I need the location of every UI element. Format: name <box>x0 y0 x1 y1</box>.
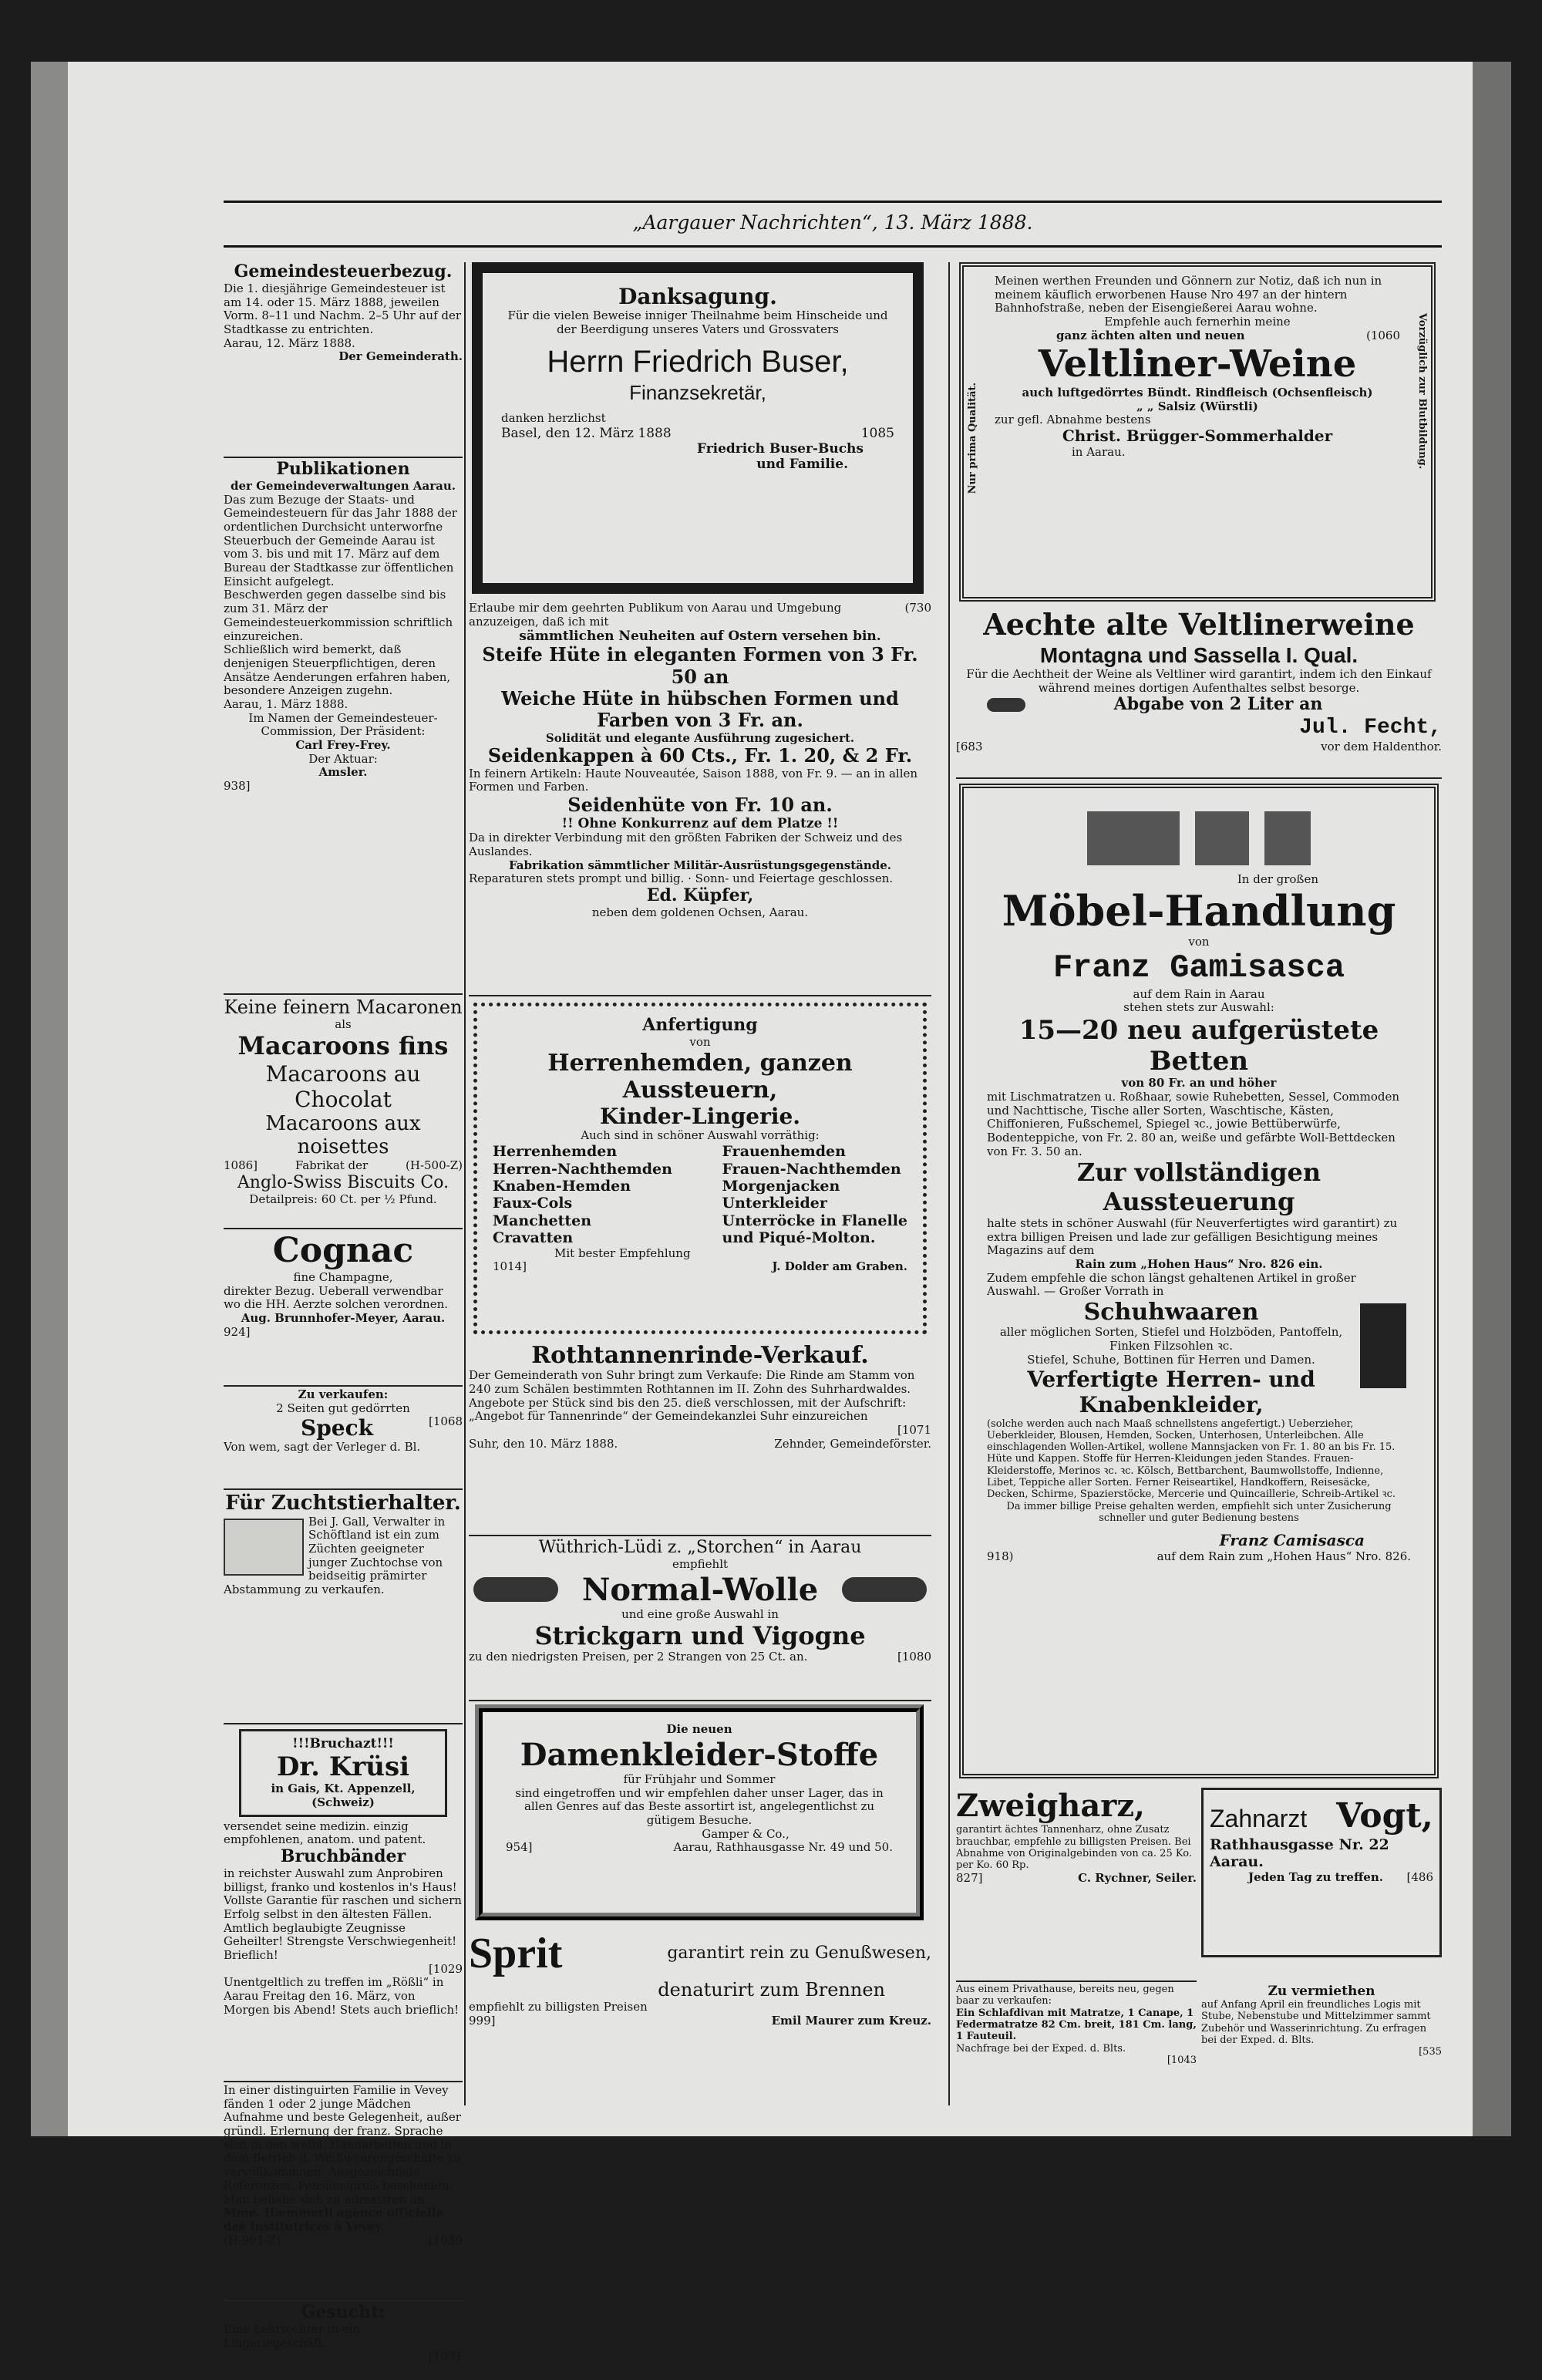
ad-body: Das zum Bezuge der Staats- und Gemeindesteuern für das Jahr 1888 der ordentlichen Durchsicht unterworfne Steuerbuch der Gemeinde Aarau ist vom 3. bis und mit 17. März auf dem Bureau der Stadtkasse zur öffentlichen Einsicht aufgelegt. <box>224 492 457 588</box>
ad-line: Macaroons aux noisettes <box>265 1111 421 1159</box>
ad-line: Da in direkter Verbindung mit den größten Fabriken der Schweiz und des Auslandes. <box>469 831 903 859</box>
ad-number: 918) <box>987 1549 1014 1564</box>
ad-title: Zweigharz, <box>956 1788 1145 1824</box>
ad-body: Nachfrage bei der Exped. d. Blts. <box>956 2042 1126 2055</box>
ad-signature: C. Rychner, Seiler. <box>1078 1870 1197 1885</box>
ad-line: Zur vollständigen Aussteuerung <box>1076 1158 1321 1217</box>
list-item: Knaben-Hemden <box>493 1177 631 1195</box>
ad-line: Kinder-Lingerie. <box>599 1104 801 1130</box>
ad-line: !! Ohne Konkurrenz auf dem Platze !! <box>561 816 839 832</box>
ad-line: in Gais, Kt. Appenzell, (Schweiz) <box>271 1782 416 1809</box>
ad-name: Franz Gamisasca <box>1052 949 1345 987</box>
ad-line: empfiehlt <box>672 1556 729 1571</box>
ad-number: [1029 <box>428 1961 463 1976</box>
ad-title: Rothtannenrinde-Verkauf. <box>531 1342 869 1369</box>
ad-body: sind eingetroffen und wir empfehlen daher unser Lager, das in allen Genres auf das Beste assortirt ist, angelegentlichst zu gütigem Besuche. <box>515 1785 884 1827</box>
side-text-right: Vorzüglich zur Blutbildung. <box>1416 313 1428 470</box>
ad-date: Suhr, den 10. März 1888. <box>469 1436 618 1451</box>
ad-name: Herrn Friedrich Buser, <box>547 345 849 379</box>
pointing-hand-right-icon <box>473 1577 558 1602</box>
ad-number: [1071 <box>897 1423 931 1438</box>
ad-sign-line: Der Aktuar: <box>308 751 378 766</box>
ad-body: Unentgeltlich zu treffen im „Rößli“ in Aarau Freitag den 16. März, von Morgen bis Abend! Stets auch brieflich! <box>224 1975 460 2017</box>
ad-line: Stiefel, Schuhe, Bottinen für Herren und Damen. <box>1027 1352 1315 1367</box>
column-rule-2 <box>948 262 950 2105</box>
column-rule-1 <box>464 262 466 2105</box>
ad-address: auf dem Rain zum „Hohen Haus“ Nro. 826. <box>1156 1549 1411 1564</box>
ad-line: Macaroons au Chocolat <box>265 1060 421 1112</box>
ad-privathaus <box>956 1984 1197 2169</box>
ad-speck <box>224 1388 463 1490</box>
ad-title: Gemeindesteuerbezug. <box>234 262 453 281</box>
ad-line: Dr. Krüsi <box>276 1751 410 1783</box>
ad-line: Schuhwaaren <box>1083 1298 1259 1326</box>
ad-line: Macaroons fins <box>237 1031 449 1060</box>
ad-signature: Der Gemeinderath. <box>338 349 463 364</box>
list-item: Unterkleider <box>722 1195 827 1212</box>
ad-number: [1031 <box>428 2349 463 2364</box>
list-item: Frauen-Nachthemden <box>722 1160 901 1178</box>
ad-vogt <box>1201 1788 1442 1957</box>
ad-sign-line: Carl Frey-Frey. <box>295 738 391 753</box>
ad-body: In einer distinguirten Familie in Vevey fänden 1 oder 2 junge Mädchen Aufnahme und beste Gelegenheit, außer gründl. Erlernung der franz. Sprache sich in den weibl. Handarbeiten und in dem Betrieb d. Weißwaarengeschäfte zu vervollkommnen. Ausgezeichnete Referenzen. Pensionspreis bescheiden. Man beliebe sich zu adressiren an <box>224 2084 462 2206</box>
list-item: und Piqué-Molton. <box>722 1229 876 1247</box>
ad-line: Solidität und elegante Ausführung zugesichert. <box>545 730 855 745</box>
ad-publikationen <box>224 460 463 995</box>
ad-signature: Gamper & Co., <box>702 1826 790 1841</box>
ad-line: Anglo-Swiss Biscuits Co. <box>237 1172 449 1192</box>
ad-line: !!!Bruchazt!!! <box>292 1736 394 1751</box>
paper-edge-left <box>31 62 68 2136</box>
ad-signature: Christ. Brügger-Sommerhalder <box>1062 426 1333 446</box>
list-item: Herrenhemden <box>493 1143 618 1161</box>
ad-body: Beschwerden gegen dasselbe sind bis zum 31. März der Gemeindesteuerkommission schriftlich einzureichen. <box>224 588 453 643</box>
ad-body: in reichster Auswahl zum Anprobiren billigst, franko und kostenlos in's Haus! Vollste Garantie für raschen und sichern Erfolg selbst in den ältesten Fällen. Amtlich beglaubigte Zeugnisse Geheilter! Strengste Verschwiegenheit! Brieflich! <box>224 1866 462 1962</box>
ad-body: Die 1. diesjährige Gemeindesteuer ist am 14. oder 15. März 1888, jeweilen Vorm. 8–11 und Nachm. 2–5 Uhr auf der Stadtkasse zu entrichten. <box>224 281 462 337</box>
ad-line: In feinern Artikeln: Haute Nouveautée, Saison 1888, von Fr. 9. — an in allen Formen und Farben. <box>469 766 918 794</box>
list-item: Frauenhemden <box>722 1143 846 1161</box>
newspaper-page <box>224 201 1442 2364</box>
ad-line: Seidenhüte von Fr. 10 an. <box>567 794 833 817</box>
ad-kuepfer <box>469 602 931 996</box>
ad-line: ganz ächten alten und neuen <box>1056 328 1245 342</box>
page-header: „Aargauer Nachrichten“, 13. März 1888. <box>632 211 1033 234</box>
ad-line: Mit bester Empfehlung <box>554 1246 691 1260</box>
ad-number: 938] <box>224 779 251 794</box>
ad-subtitle: der Gemeindeverwaltungen Aarau. <box>230 478 456 493</box>
ad-gemeindesteuer <box>224 262 463 458</box>
ad-cognac <box>224 1231 463 1387</box>
ad-number: [1080 <box>897 1650 931 1664</box>
side-text-left: Nur prima Qualität. <box>967 383 978 494</box>
ad-body: Eine Lehrtochter in ein Lingeriegeschäft. <box>224 2321 361 2350</box>
header-rule-bottom <box>224 245 1442 248</box>
ad-line: garantirt rein zu Genußwesen, <box>667 1943 931 1964</box>
ad-title: Danksagung. <box>618 284 777 309</box>
ad-date: Basel, den 12. März 1888 <box>501 425 672 441</box>
ad-line: auf dem Rain in Aarau <box>1133 986 1265 1001</box>
ad-danksagung <box>472 262 924 594</box>
ad-line: Keine feinern Macaronen <box>224 996 463 1018</box>
ad-line: Speck <box>301 1415 374 1441</box>
ad-number: (730 <box>904 602 931 615</box>
ad-signature: Jul. Fecht, <box>1299 716 1442 740</box>
ad-title: Aechte alte Veltlinerweine <box>983 608 1415 642</box>
ad-line: Abgabe von 2 Liter an <box>1113 694 1323 715</box>
ad-number: 999] <box>469 2014 496 2028</box>
ad-line: zu den niedrigsten Preisen, per 2 Strangen von 25 Ct. an. <box>469 1650 808 1664</box>
ad-number: (1060 <box>1365 328 1400 342</box>
ad-address: neben dem goldenen Ochsen, Aarau. <box>591 905 809 920</box>
ad-line: Herrenhemden, ganzen Aussteuern, <box>547 1049 853 1104</box>
ad-zweigharz <box>956 1788 1197 1982</box>
ad-line: Aug. Brunnhofer-Meyer, Aarau. <box>241 1310 446 1325</box>
ad-body: (solche werden auch nach Maaß schnellstens angefertigt.) Ueberzieher, Ueberkleider, Blousen, Hemden, Socken, Unterhosen, Unterleibchen. Alle einschlagenden Wollen-Artikel, wollene Mannsjacken von Fr. 1. 80 an bis Fr. 15. Hüte und Kappen. Stoffe für Herren-Kleidungen jeden Standes. Frauen-Kleiderstoffe, Merinos ꝛc. ꝛc. Kölsch, Bettbarchent, Baumwollstoffe, Indienne, Libet, Teppiche aller Sorten. Ferner Reiseartikel, Handkoffern, Reisesäcke, Decken, Schirme, Spazierstöcke, Mercerie und Quincaillerie, Schreib-Artikel ꝛc. <box>987 1418 1396 1501</box>
ad-title: Damenkleider-Stoffe <box>520 1736 879 1773</box>
ad-line: Von wem, sagt der Verleger d. Bl. <box>224 1440 421 1455</box>
ad-body: Meinen werthen Freunden und Gönnern zur Notiz, daß ich nun in meinem käuflich erworbenen Hause Nro 497 an der hintern Bahnhofstraße, neben der Eisengießerei Aarau wohne. <box>995 274 1382 315</box>
ad-line: Anfertigung <box>642 1015 758 1035</box>
ad-line: auch luftgedörrtes Bündt. Rindfleisch (Ochsenfleisch) <box>1022 386 1373 400</box>
ad-line: 2 Seiten gut gedörrten <box>276 1401 410 1415</box>
ad-line: Bruchbänder <box>280 1846 406 1866</box>
ad-rinde <box>469 1342 931 1536</box>
ad-number: 924] <box>224 1324 251 1339</box>
ad-signature: Ed. Küpfer, <box>646 885 754 906</box>
ad-zuchtstier <box>224 1492 463 1724</box>
ad-line: Weiche Hüte in hübschen Formen und Farben von 3 Fr. an. <box>501 687 899 732</box>
ad-body: halte stets in schöner Auswahl (für Neuverfertigtes wird garantirt) zu extra billigen Preisen und lade zur gefälligen Besichtigung meines Magazins auf dem <box>987 1215 1398 1258</box>
ad-line: Zahnarzt <box>1210 1805 1308 1832</box>
ad-title: Möbel-Handlung <box>1002 885 1396 935</box>
ad-number: [535 <box>1419 2046 1442 2058</box>
ad-name: Vogt, <box>1336 1796 1433 1836</box>
ad-line: Auch sind in schöner Auswahl vorräthig: <box>581 1128 820 1143</box>
ad-line: Seidenkappen à 60 Cts., Fr. 1. 20, & 2 Fr. <box>487 744 913 767</box>
ad-sign-line: Im Namen der Gemeindesteuer-Commission, Der Präsident: <box>248 710 438 739</box>
ad-title: Zu vermiethen <box>1268 1984 1375 1999</box>
ad-line: von <box>1188 935 1210 949</box>
ad-line: Strickgarn und Vigogne <box>534 1620 866 1650</box>
ad-title: Gesucht: <box>301 2303 386 2322</box>
dolder-list-right <box>722 1143 907 1246</box>
ad-body: mit Lischmatratzen u. Roßhaar, sowie Ruhebetten, Sessel, Commoden und Nachttische, Tische aller Sorten, Waschtische, Kästen, Chiffonieren, Fußschemel, Spiegel ꝛc., jowie Bettüberwürfe, Bodenteppiche, von Fr. 2. 80 an, weiße und gefärbte Woll-Bettdecken von Fr. 3. 50 an. <box>987 1089 1400 1158</box>
ad-line: Rain zum „Hohen Haus“ Nro. 826 ein. <box>1075 1256 1323 1271</box>
ad-title: Veltliner-Weine <box>1038 342 1357 386</box>
ad-number: 954] <box>506 1840 533 1855</box>
ad-number: [1039 <box>428 2233 463 2247</box>
ad-signature: Franz Camisasca <box>1219 1531 1365 1550</box>
ad-line: Fabrikat der <box>295 1158 369 1173</box>
ad-address: vor dem Haldenthor. <box>1321 740 1442 754</box>
ad-date: Aarau, 1. März 1888. <box>224 696 348 711</box>
ad-line: Detailpreis: 60 Ct. per ½ Pfund. <box>249 1192 437 1206</box>
ad-line: stehen stets zur Auswahl: <box>1123 1000 1274 1015</box>
ad-address: Aarau, Rathhausgasse Nr. 49 und 50. <box>673 1840 893 1855</box>
list-item: Faux-Cols <box>493 1195 573 1212</box>
ad-dolder <box>473 1003 927 1334</box>
ad-line: fine Champagne, <box>293 1269 393 1284</box>
ad-number: [1068 <box>428 1414 463 1429</box>
ad-body: Bei J. Gall, Verwalter in Schöftland ist ein zum Züchten geeigneter junger Zuchtochse von beidseitig prämirter Abstammung zu verkaufen. <box>224 1514 446 1597</box>
ad-veltliner-bruegger <box>959 262 1436 602</box>
ad-fecht <box>956 608 1442 779</box>
ad-line: Steife Hüte in eleganten Formen von 3 Fr. 50 an <box>482 643 918 688</box>
ad-line: empfiehlt zu billigsten Preisen <box>469 2000 648 2014</box>
ad-address: Mme. Hæmmerli agence officielle des Institutrices à Vevey. <box>224 2206 443 2233</box>
header-rule-top <box>224 201 1442 203</box>
ad-line: Normal-Wolle <box>581 1571 819 1608</box>
ad-number: 1086] <box>224 1158 258 1173</box>
ad-line: aller möglichen Sorten, Stiefel und Holzböden, Pantoffeln, Finken Filzsohlen ꝛc. <box>999 1325 1343 1353</box>
ad-role: Finanzsekretär, <box>629 380 766 404</box>
ad-line: versendet seine medizin. einzig empfohlenen, anatom. und patent. <box>224 1819 426 1847</box>
ad-kruesi <box>224 1726 463 2082</box>
ad-number: [486 <box>1406 1869 1433 1884</box>
ad-line: Fabrikation sämmtlicher Militär-Ausrüstungsgegenstände. <box>508 858 892 872</box>
ad-body: Erlaube mir dem geehrten Publikum von Aarau und Umgebung anzuzeigen, daß ich mit <box>469 602 842 629</box>
pointing-hand-icon <box>987 698 1025 712</box>
ad-number: (H-991-Z) <box>224 2233 281 2247</box>
ad-title: Sprit <box>469 1930 563 1977</box>
ad-line: sämmtlichen Neuheiten auf Ostern versehen bin. <box>519 629 881 645</box>
ad-address: Rathhausgasse Nr. 22 Aarau. <box>1210 1836 1389 1871</box>
ad-number: [1043 <box>1167 2054 1197 2066</box>
ad-line: Verfertigte Herren- und Knabenkleider, <box>1027 1367 1315 1418</box>
ad-body: Aus einem Privathause, bereits neu, gegen baar zu verkaufen: <box>956 1984 1174 2007</box>
ad-line: In der großen <box>1237 872 1318 886</box>
list-item: Morgenjacken <box>722 1177 840 1195</box>
ad-title: Für Zuchtstierhalter. <box>225 1492 461 1515</box>
ad-line: Empfehle auch fernerhin meine <box>1104 315 1291 329</box>
ad-address: in Aarau. <box>1072 444 1126 459</box>
ad-number: 1085 <box>860 425 894 441</box>
ad-title: Cognac <box>272 1231 414 1270</box>
ad-signature: und Familie. <box>756 457 848 473</box>
ad-gamisasca <box>959 784 1439 1778</box>
ad-title: Publikationen <box>276 460 410 479</box>
list-item: Manchetten <box>493 1212 592 1229</box>
ad-signature: Friedrich Buser-Buchs <box>696 441 864 457</box>
list-item: Cravatten <box>493 1229 574 1247</box>
ad-line: und eine große Auswahl in <box>621 1606 779 1621</box>
ad-date: Aarau, 12. März 1888. <box>224 335 355 350</box>
ad-body: Für die vielen Beweise inniger Theilnahme beim Hinscheide und der Beerdigung unseres Vaters und Grossvaters <box>507 308 888 336</box>
ad-signature: J. Dolder am Graben. <box>772 1259 907 1274</box>
dolder-list-left <box>493 1143 672 1246</box>
ad-line: von <box>689 1034 711 1049</box>
ad-number: 1014] <box>493 1259 527 1274</box>
ad-line: Montagna und Sassella I. Qual. <box>1039 642 1359 667</box>
ad-number: [683 <box>956 740 983 754</box>
ad-number: 827] <box>956 1870 983 1885</box>
ad-macaroons <box>224 996 463 1229</box>
ad-gesucht <box>224 2303 463 2380</box>
ad-body: auf Anfang April ein freundliches Logis mit Stube, Nebenstube und Mittelzimmer sammt Zubehör und Wasserinrichtung. Zu erfragen bei der Exped. d. Blts. <box>1201 1999 1431 2047</box>
ad-signature: Zehnder, Gemeindeförster. <box>774 1436 931 1451</box>
ad-line: für Frühjahr und Sommer <box>623 1772 776 1786</box>
boot-illustration <box>1360 1303 1406 1388</box>
ad-line: von 80 Fr. an und höher <box>1121 1076 1277 1091</box>
ad-body: garantirt ächtes Tannenharz, ohne Zusatz brauchbar, empfehle zu billigsten Preisen. Bei Abnahme von Originalgebinden von ca. 25 Ko. per Ko. 60 Rp. <box>956 1824 1192 1872</box>
furniture-illustration <box>987 804 1411 873</box>
ad-body: Da immer billige Preise gehalten werden, empfiehlt sich unter Zusicherung schneller und guter Bedienung bestens <box>1006 1500 1392 1525</box>
ad-line: denaturirt zum Brennen <box>658 1979 885 2001</box>
ad-body: Ein Schlafdivan mit Matratze, 1 Canape, 1 Federmatratze 82 Cm. breit, 181 Cm. lang, 1 Fauteuil. <box>956 2007 1197 2043</box>
ad-vermiethen <box>1201 1984 1442 2169</box>
ad-sign-line: Amsler. <box>318 765 368 780</box>
kruesi-box <box>239 1729 447 1817</box>
ad-line: zur gefl. Abnahme bestens <box>995 413 1151 427</box>
ad-body: Der Gemeinderath von Suhr bringt zum Verkaufe: Die Rinde am Stamm von 240 zum Schälen bestimmten Rothtannen im II. Zohn des Suhrhardwaldes. Angebote per Stück sind bis den 25. dieß verschlossen, mit der Aufschrift: „Angebot für Tannenrinde“ der Gemeindekanzlei Suhr einzureichen <box>469 1368 915 1424</box>
ad-line: Die neuen <box>666 1722 732 1736</box>
ad-signature: Emil Maurer zum Kreuz. <box>771 2014 931 2028</box>
list-item: Herren-Nachthemden <box>493 1160 672 1178</box>
pointing-hand-left-icon <box>842 1577 927 1602</box>
ad-line: Zu verkaufen: <box>298 1388 389 1401</box>
ad-body: Zudem empfehle die schon längst gehaltenen Artikel in großer Auswahl. — Großer Vorrath in <box>987 1270 1356 1299</box>
ad-vevey <box>224 2084 463 2301</box>
ad-body: Für die Aechtheit der Weine als Veltliner wird garantirt, indem ich den Einkauf während meines dortigen Aufenthaltes selbst besorge. <box>966 666 1432 695</box>
ad-line: 15—20 neu aufgerüstete Betten <box>1018 1015 1379 1077</box>
ad-normal-wolle <box>469 1538 931 1701</box>
ad-gamper <box>475 1704 924 1920</box>
ad-line: direkter Bezug. Ueberall verwendbar wo die HH. Aerzte solchen verordnen. <box>224 1283 449 1312</box>
ad-number: (H-500-Z) <box>406 1158 463 1173</box>
ad-line: „ „ Salsiz (Würstli) <box>1136 399 1258 413</box>
ad-line: Jeden Tag zu treffen. <box>1248 1869 1383 1884</box>
ad-line: Reparaturen stets prompt und billig. · Sonn- und Feiertage geschlossen. <box>469 871 894 886</box>
ad-sprit <box>469 1928 931 2044</box>
list-item: Unterröcke in Flanelle <box>722 1212 907 1229</box>
ad-line: danken herzlichst <box>501 411 606 426</box>
ad-line: als <box>335 1017 352 1032</box>
ad-line: Wüthrich-Lüdi z. „Storchen“ in Aarau <box>538 1538 862 1557</box>
paper-edge-right <box>1473 62 1511 2136</box>
bull-illustration <box>224 1519 304 1576</box>
ad-body: Schließlich wird bemerkt, daß denjenigen Steuerpflichtigen, deren Ansätze Aenderungen erfahren haben, besondere Anzeigen zugehn. <box>224 642 451 698</box>
